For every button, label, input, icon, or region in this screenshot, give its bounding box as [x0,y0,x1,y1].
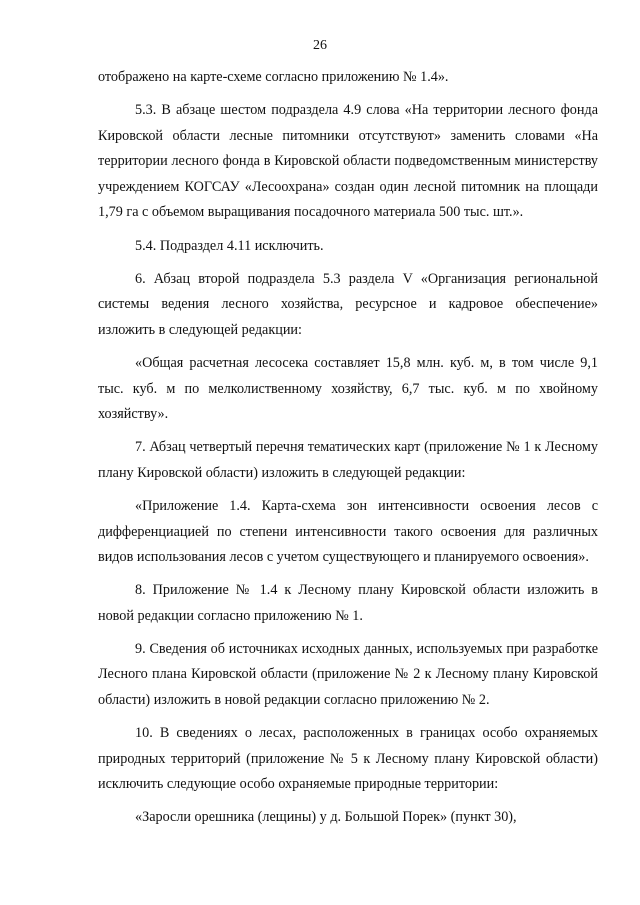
paragraph-5-4: 5.4. Подраздел 4.11 исключить. [135,237,324,254]
paragraph-6-quote: «Общая расчетная лесосека составляет 15,8 млн. куб. м, в том числе 9,1 тыс. куб. м по мелколиственному хозяйству, 6,7 тыс. куб. м по хвойному хозяйству». [98,354,598,423]
paragraph-7-quote: «Приложение 1.4. Карта-схема зон интенсивности освоения лесов с дифференциацией по степени интенсивности такого освоения для различных видов использования лесов с учетом существующего и планируемого освоения». [98,497,598,566]
paragraph-8: 8. Приложение № 1.4 к Лесному плану Кировской области изложить в новой редакции согласно приложению № 1. [98,582,598,624]
paragraph-7: 7. Абзац четвертый перечня тематических карт (приложение № 1 к Лесному плану Кировской области) изложить в следующей редакции: [98,439,598,481]
paragraph-10-item: «Заросли орешника (лещины) у д. Большой Порек» (пункт 30), [135,809,517,826]
paragraph-continuation: отображено на карте-схеме согласно приложению № 1.4». [98,69,449,85]
document-body [98,65,598,831]
page-number: 26 [313,38,327,53]
paragraph-5-3: 5.3. В абзаце шестом подраздела 4.9 слова «На территории лесного фонда Кировской области лесные питомники отсутствуют» заменить словами «На территории лесного фонда в Кировской области подведомственным министерству учреждением КОГСАУ «Лесоохрана» создан один лесной питомник на площади 1,79 га с объемом выращивания посадочного материала 500 тыс. шт.». [98,102,598,221]
paragraph-9: 9. Сведения об источниках исходных данных, используемых при разработке Лесного плана Кировской области (приложение № 2 к Лесному плану Кировской области) изложить в новой редакции согласно приложению № 2. [98,640,598,709]
paragraph-10: 10. В сведениях о лесах, расположенных в границах особо охраняемых природных территорий (приложение № 5 к Лесному плану Кировской области) исключить следующие особо охраняемые природные территории: [98,725,598,793]
paragraph-6: 6. Абзац второй подраздела 5.3 раздела V «Организация региональной системы ведения лесного хозяйства, ресурсное и кадровое обеспечение» изложить в следующей редакции: [98,270,598,338]
